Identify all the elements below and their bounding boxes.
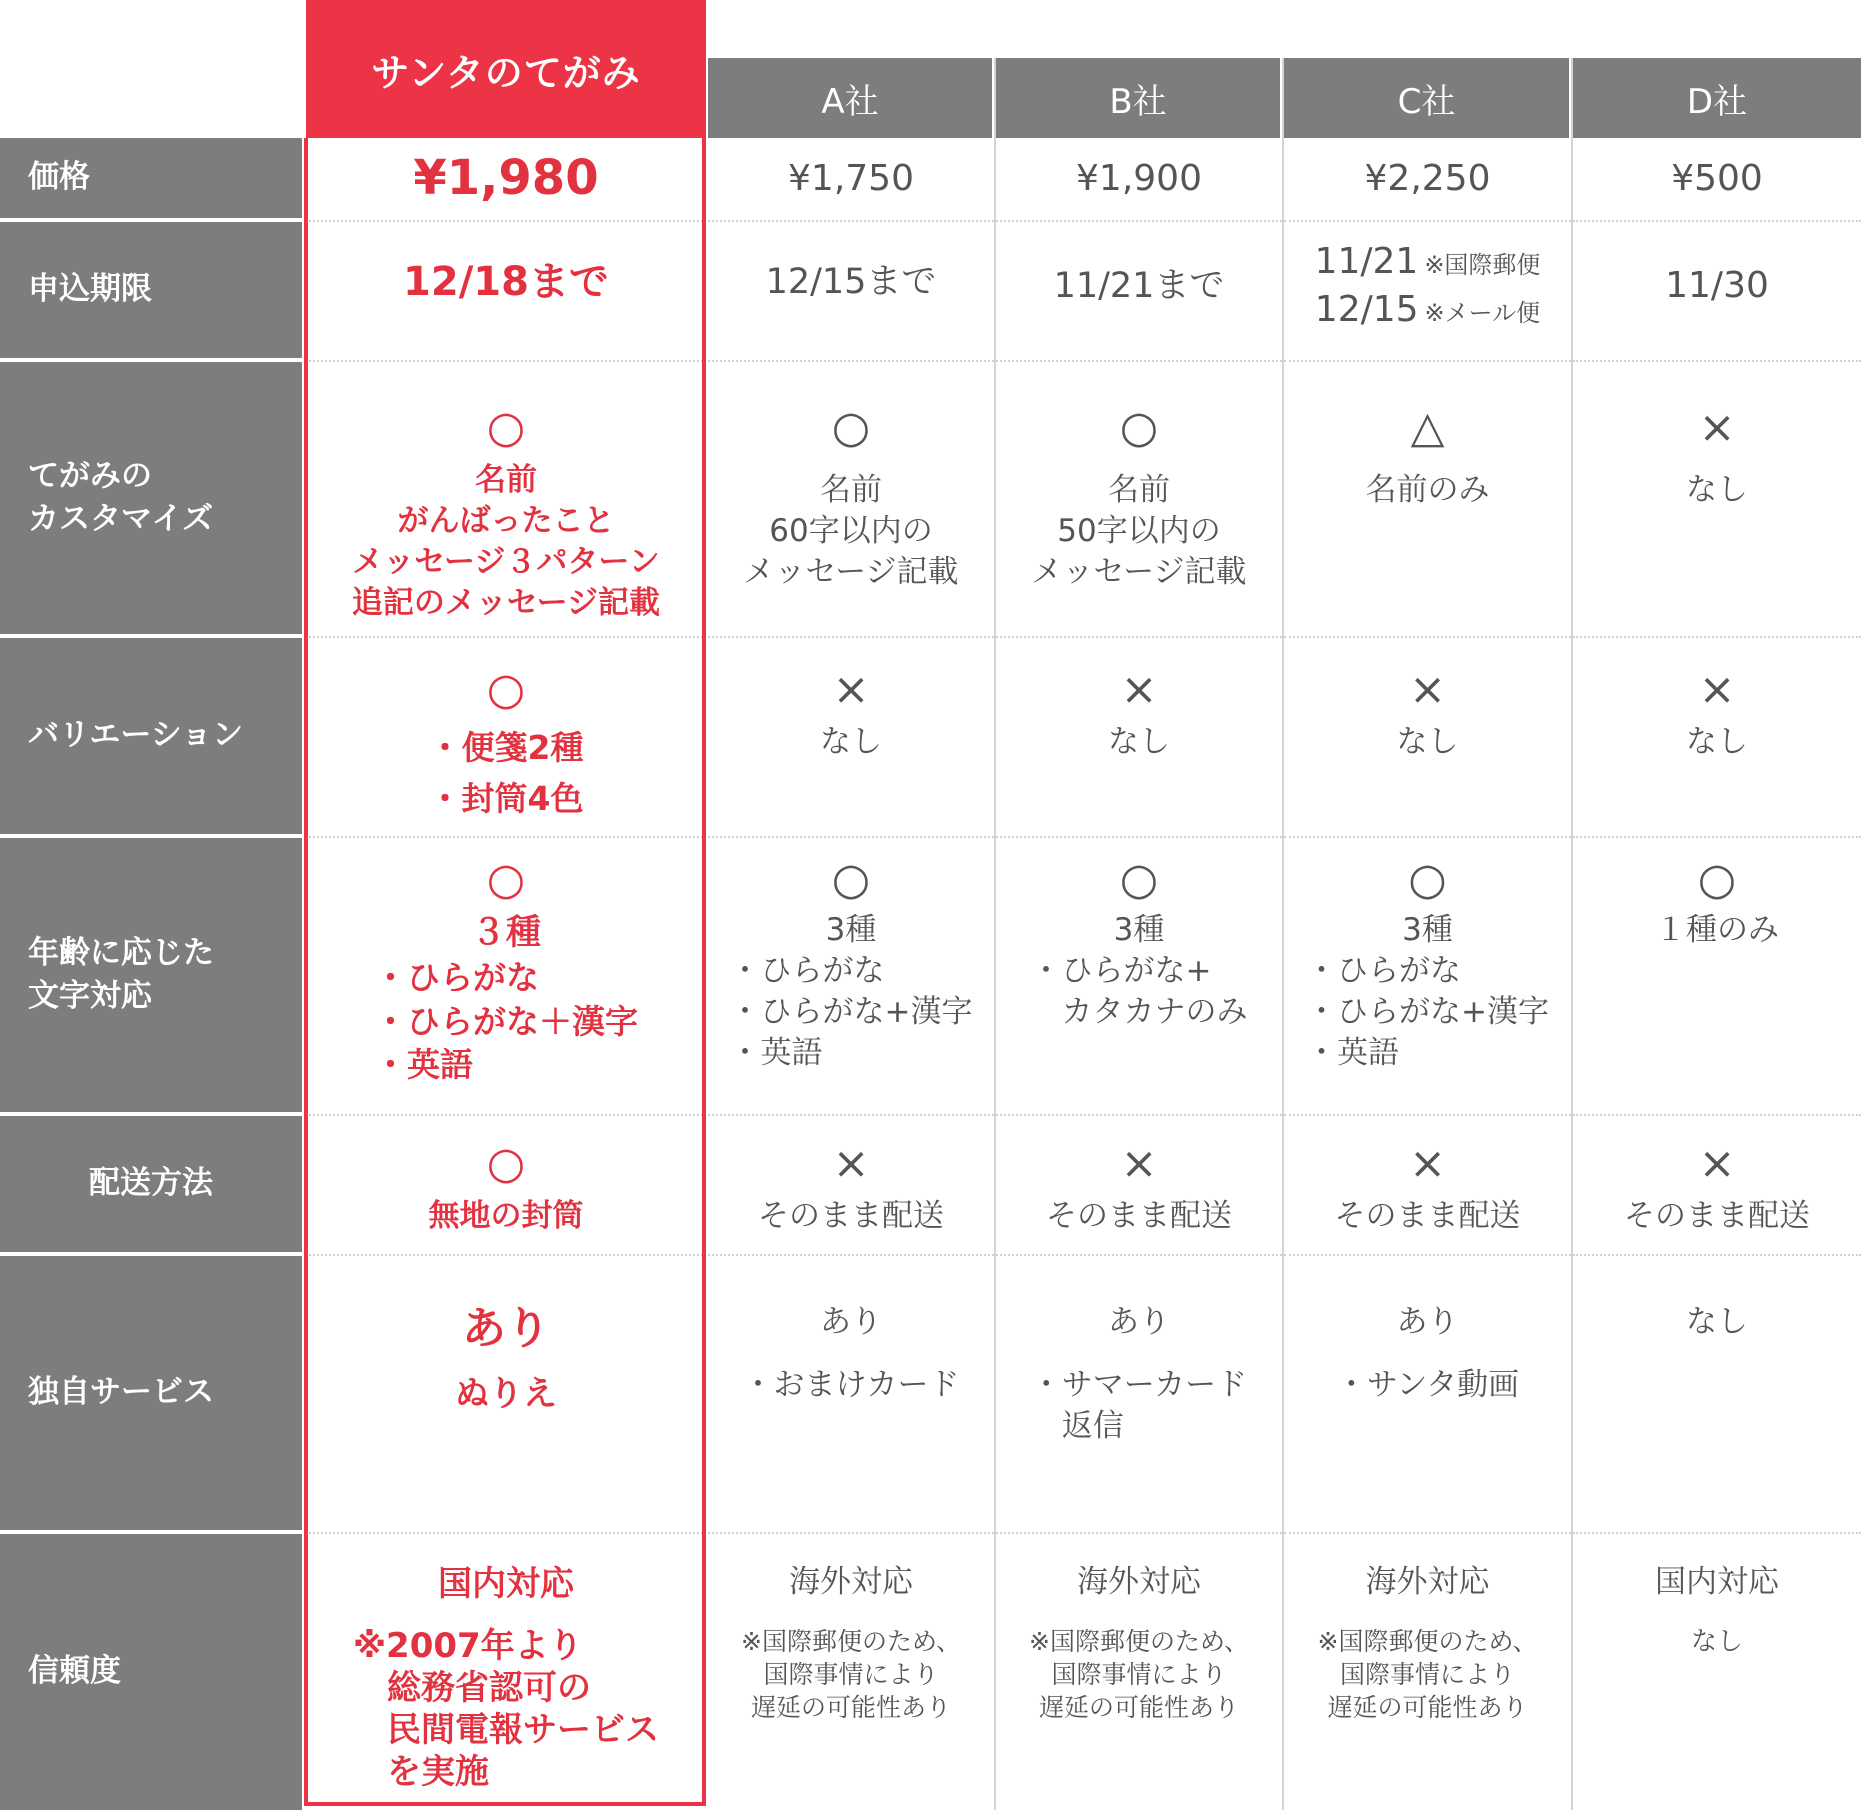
- customize-text: 名前 50字以内の メッセージ記載: [1031, 472, 1247, 590]
- age-text-list: ・ひらがな ・ひらがな+漢字 ・英語: [729, 952, 973, 1071]
- featured-customize-cell: [306, 362, 706, 638]
- variation-text: なし: [1686, 724, 1748, 760]
- reliability-text: ※国際郵便のため、 国際事情により 遅延の可能性あり: [1317, 1626, 1538, 1722]
- row-label-age-text: 年齢に応じた 文字対応: [0, 838, 302, 1112]
- featured-age-text-cell: [306, 838, 706, 1116]
- service-cell-c: [1284, 1256, 1571, 1534]
- customize-cell-a: [708, 362, 994, 638]
- circle-mark-icon: ○: [1119, 854, 1159, 905]
- featured-deadline-cell: [306, 222, 706, 362]
- age-text-head: 3種: [825, 912, 877, 948]
- service-text: ・サマーカード 返信: [1030, 1366, 1248, 1444]
- deadline-line: [1315, 238, 1541, 286]
- service-head: あり: [1108, 1304, 1170, 1340]
- customize-text: 名前 がんばったこと メッセージ３パターン 追記のメッセージ記載: [351, 462, 661, 621]
- deadline-cell-b: [996, 222, 1282, 362]
- reliability-head: 海外対応: [1077, 1564, 1201, 1600]
- age-text-head: 3種: [1402, 912, 1453, 948]
- customize-cell-d: [1573, 362, 1861, 638]
- reliability-text: ※国際郵便のため、 国際事情により 遅延の可能性あり: [741, 1626, 961, 1722]
- circle-mark-icon: ○: [486, 1138, 526, 1189]
- competitor-header-a: A社: [708, 58, 992, 138]
- age-text-list: ・ひらがな+ カタカナのみ: [1030, 952, 1248, 1030]
- reliability-text: ※国際郵便のため、 国際事情により 遅延の可能性あり: [1029, 1626, 1249, 1722]
- service-cell-d: [1573, 1256, 1861, 1534]
- price-cell-b: [996, 138, 1282, 222]
- competitor-header-c: C社: [1284, 58, 1569, 138]
- cross-mark-icon: ×: [1698, 402, 1736, 453]
- circle-mark-icon: ○: [1119, 402, 1159, 453]
- row-label-customize: てがみの カスタマイズ: [0, 362, 302, 634]
- reliability-head: 国内対応: [438, 1564, 574, 1604]
- featured-header: サンタのてがみ: [306, 0, 706, 138]
- customize-text: なし: [1686, 472, 1748, 508]
- row-label-delivery: 配送方法: [0, 1116, 302, 1252]
- service-cell-b: [996, 1256, 1282, 1534]
- price-cell-a: [708, 138, 994, 222]
- cross-mark-icon: ×: [1120, 1138, 1158, 1189]
- circle-mark-icon: ○: [486, 854, 526, 905]
- deadline-cell-c: [1284, 222, 1571, 362]
- featured-reliability-cell: [306, 1534, 706, 1806]
- row-label-price: 価格: [0, 138, 302, 218]
- price-value: ¥1,900: [1076, 158, 1202, 200]
- circle-mark-icon: ○: [1697, 854, 1737, 905]
- cross-mark-icon: ×: [1120, 664, 1158, 715]
- service-text: ・サンタ動画: [1335, 1366, 1520, 1403]
- age-text-head: 3種: [1113, 912, 1165, 948]
- deadline-note: ※国際郵便: [1424, 251, 1541, 280]
- reliability-text: ※2007年より 総務省認可の 民間電報サービス を実施: [353, 1625, 659, 1793]
- circle-mark-icon: ○: [831, 402, 871, 453]
- featured-variation-cell: [306, 638, 706, 838]
- cross-mark-icon: ×: [1409, 1138, 1446, 1189]
- featured-price-cell: [306, 138, 706, 222]
- service-head: なし: [1686, 1304, 1748, 1340]
- featured-service-cell: [306, 1256, 706, 1534]
- variation-cell-a: [708, 638, 994, 838]
- service-cell-a: [708, 1256, 994, 1534]
- deadline-note: ※メール便: [1424, 299, 1541, 327]
- row-label-reliability: 信頼度: [0, 1534, 302, 1810]
- deadline-value: 11/30: [1665, 265, 1769, 307]
- age-text-cell-d: [1573, 838, 1861, 1116]
- customize-cell-b: [996, 362, 1282, 638]
- row-label-variation: バリエーション: [0, 638, 302, 834]
- customize-text: 名前のみ: [1365, 472, 1490, 508]
- age-text-list: ・ひらがな ・ひらがな+漢字 ・英語: [1306, 952, 1549, 1071]
- delivery-cell-a: [708, 1116, 994, 1256]
- deadline-date: 12/15: [1314, 289, 1419, 330]
- delivery-cell-b: [996, 1116, 1282, 1256]
- variation-text: なし: [820, 724, 882, 760]
- featured-deadline: 12/18まで: [403, 258, 609, 305]
- deadline-value: 11/21まで: [1053, 265, 1225, 306]
- cross-mark-icon: ×: [832, 664, 870, 715]
- price-value: ¥500: [1671, 158, 1763, 200]
- age-text-cell-c: [1284, 838, 1571, 1116]
- service-head: あり: [462, 1303, 550, 1354]
- age-text-head: １種のみ: [1655, 912, 1779, 948]
- service-text: ・おまけカード: [742, 1366, 960, 1403]
- circle-mark-icon: ○: [486, 402, 526, 453]
- service-head: あり: [820, 1304, 882, 1340]
- reliability-head: 海外対応: [789, 1564, 913, 1600]
- price-value: ¥2,250: [1364, 158, 1491, 200]
- reliability-cell-a: [708, 1534, 994, 1810]
- price-cell-d: [1573, 138, 1861, 222]
- age-text-list: ・ひらがな ・ひらがな＋漢字 ・英語: [374, 958, 638, 1085]
- price-value: ¥1,750: [788, 158, 914, 200]
- age-text-cell-a: [708, 838, 994, 1116]
- age-text-head: ３種: [470, 913, 541, 953]
- age-text-cell-b: [996, 838, 1282, 1116]
- deadline-cell-d: [1573, 222, 1861, 362]
- row-label-deadline: 申込期限: [0, 222, 302, 358]
- customize-cell-c: [1284, 362, 1571, 638]
- service-text: ぬりえ: [455, 1374, 557, 1415]
- competitor-header-d: D社: [1573, 58, 1861, 138]
- variation-cell-b: [996, 638, 1282, 838]
- featured-price: ¥1,980: [413, 150, 599, 207]
- reliability-text: なし: [1690, 1626, 1743, 1657]
- variation-cell-d: [1573, 638, 1861, 838]
- reliability-head: 国内対応: [1655, 1564, 1779, 1600]
- circle-mark-icon: ○: [1408, 854, 1447, 905]
- customize-text: 名前 60字以内の メッセージ記載: [743, 472, 959, 590]
- variation-text: なし: [1108, 724, 1170, 760]
- triangle-mark-icon: △: [1410, 402, 1445, 453]
- row-label-service: 独自サービス: [0, 1256, 302, 1530]
- deadline-date: 11/21: [1314, 241, 1419, 283]
- reliability-cell-b: [996, 1534, 1282, 1810]
- variation-cell-c: [1284, 638, 1571, 838]
- delivery-text: そのまま配送: [1334, 1198, 1521, 1234]
- delivery-text: そのまま配送: [1624, 1198, 1810, 1234]
- cross-mark-icon: ×: [1698, 664, 1736, 715]
- circle-mark-icon: ○: [486, 664, 526, 715]
- deadline-value: 12/15まで: [765, 261, 937, 302]
- competitor-header-b: B社: [996, 58, 1280, 138]
- price-cell-c: [1284, 138, 1571, 222]
- delivery-cell-d: [1573, 1116, 1861, 1256]
- delivery-text: 無地の封筒: [428, 1198, 584, 1234]
- featured-delivery-cell: [306, 1116, 706, 1256]
- circle-mark-icon: ○: [831, 854, 871, 905]
- cross-mark-icon: ×: [1698, 1138, 1736, 1189]
- deadline-line: [1315, 286, 1540, 334]
- cross-mark-icon: ×: [1409, 664, 1446, 715]
- reliability-cell-d: [1573, 1534, 1861, 1810]
- delivery-text: そのまま配送: [758, 1198, 944, 1234]
- reliability-cell-c: [1284, 1534, 1571, 1810]
- service-head: あり: [1396, 1304, 1459, 1340]
- variation-text: ・便箋2種 ・封筒4色: [428, 728, 584, 819]
- delivery-text: そのまま配送: [1046, 1198, 1232, 1234]
- deadline-cell-a: [708, 222, 994, 362]
- cross-mark-icon: ×: [832, 1138, 870, 1189]
- reliability-head: 海外対応: [1365, 1564, 1490, 1600]
- variation-text: なし: [1396, 724, 1459, 760]
- delivery-cell-c: [1284, 1116, 1571, 1256]
